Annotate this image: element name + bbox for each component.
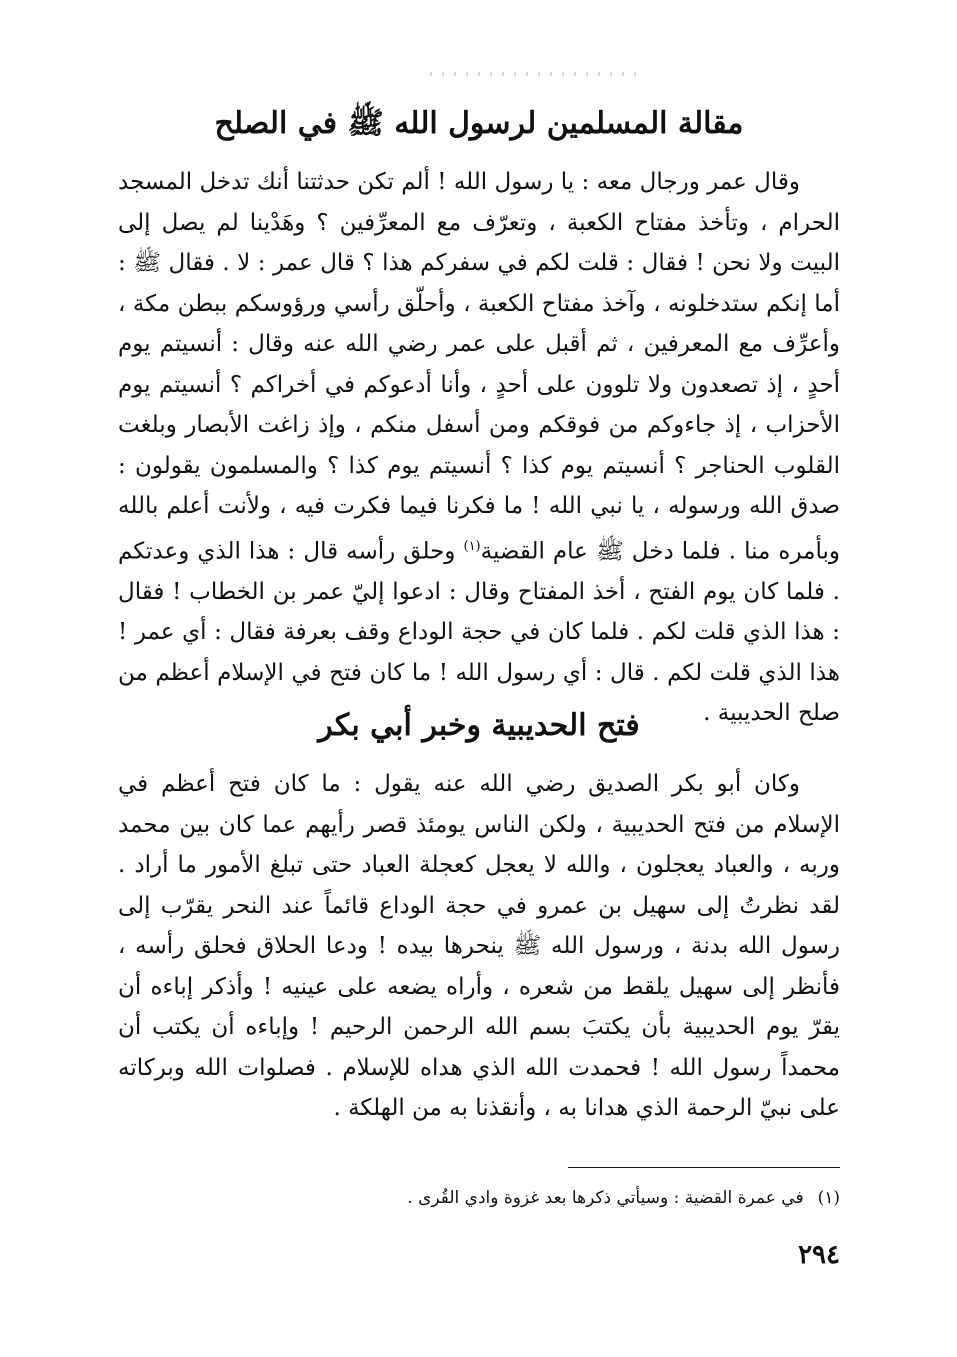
section-title-hudaybiyyah: فتح الحديبية وخبر أبي بكر <box>318 708 640 743</box>
section-paragraph-abu-bakr: وكان أبو بكر الصديق رضي الله عنه يقول : ما كان فتح أعظم في الإسلام من فتح الحديبية ، ولكن الناس يومئذ قصر رأيهم عما كان بين محمد وربه ، والعباد يعجلون ، والله لا يعجل كعجلة العباد حتى تبلغ الأمور ما أراد . لقد نظرتُ إلى سهيل بن عمرو في حجة الوداع قائماً عند النحر يقرّب إلى رسول الله بدنة ، ورسول الله ﷺ ينحرها بيده ! ودعا الحلاق فحلق رأسه ، فأنظر إلى سهيل يلقط من شعره ، وأراه يضعه على عينيه ! وأذكر إباءه أن يقرّ يوم الحديبية بأن يكتبَ بسم الله الرحمن الرحيم ! وإباءه أن يكتب أن محمداً رسول الله ! فحمدت الله الذي هداه للإسلام . فصلوات الله وبركاته على نبيّ الرحمة الذي هدانا به ، وأنقذنا به من الهلكة . <box>118 771 840 1121</box>
footnote-reference: (١) <box>463 538 481 554</box>
footnote-separator <box>568 1167 840 1168</box>
paragraph-text-part2: وحلق رأسه قال : هذا الذي وعدتكم . فلما كان يوم الفتح ، أخذ المفتاح وقال : ادعوا إليّ عمر بن الخطاب ! فقال : هذا الذي قلت لكم . فلما كان في حجة الوداع وقف بعرفة فقال : أي عمر ! هذا الذي قلت لكم . قال : أي رسول الله ! ما كان فتح في الإسلام أعظم من صلح الحديبية . <box>118 538 840 727</box>
footnote-number: (١) <box>817 1188 840 1208</box>
section-paragraph-peace-discussion <box>118 162 840 734</box>
scan-speck <box>430 72 640 76</box>
page-number: ٢٩٤ <box>798 1240 840 1270</box>
paragraph-text-part1: وقال عمر ورجال معه : يا رسول الله ! ألم تكن حدثتنا أنك تدخل المسجد الحرام ، وتأخذ مفتاح الكعبة ، وتعرّف مع المعرِّفين ؟ وهَدْينا لم يصل إلى البيت ولا نحن ! فقال : قلت لكم في سفركم هذا ؟ قال عمر : لا . فقال ﷺ : أما إنكم ستدخلونه ، وآخذ مفتاح الكعبة ، وأحلّق رأسي ورؤوسكم ببطن مكة ، وأعرِّف مع المعرفين ، ثم أقبل على عمر رضي الله عنه وقال : أنسيتم يوم أحدٍ ، إذ تصعدون ولا تلوون على أحدٍ ، وأنا أدعوكم في أخراكم ؟ أنسيتم يوم الأحزاب ، إذ جاءوكم من فوقكم ومن أسفل منكم ، وإذ زاغت الأبصار وبلغت القلوب الحناجر ؟ أنسيتم يوم كذا ؟ أنسيتم يوم كذا ؟ والمسلمون يقولون : صدق الله ورسوله ، يا نبي الله ! ما فكرنا فيما فكرت فيه ، ولأنت أعلم بالله وبأمره منا . فلما دخل ﷺ عام القضية <box>118 169 840 565</box>
footnote <box>118 1185 840 1211</box>
footnote-text: في عمرة القضية : وسيأتي ذكرها بعد غزوة وادي القُرى . <box>407 1188 804 1208</box>
section-title-peace-discussion: مقالة المسلمين لرسول الله ﷺ في الصلح <box>214 106 744 141</box>
